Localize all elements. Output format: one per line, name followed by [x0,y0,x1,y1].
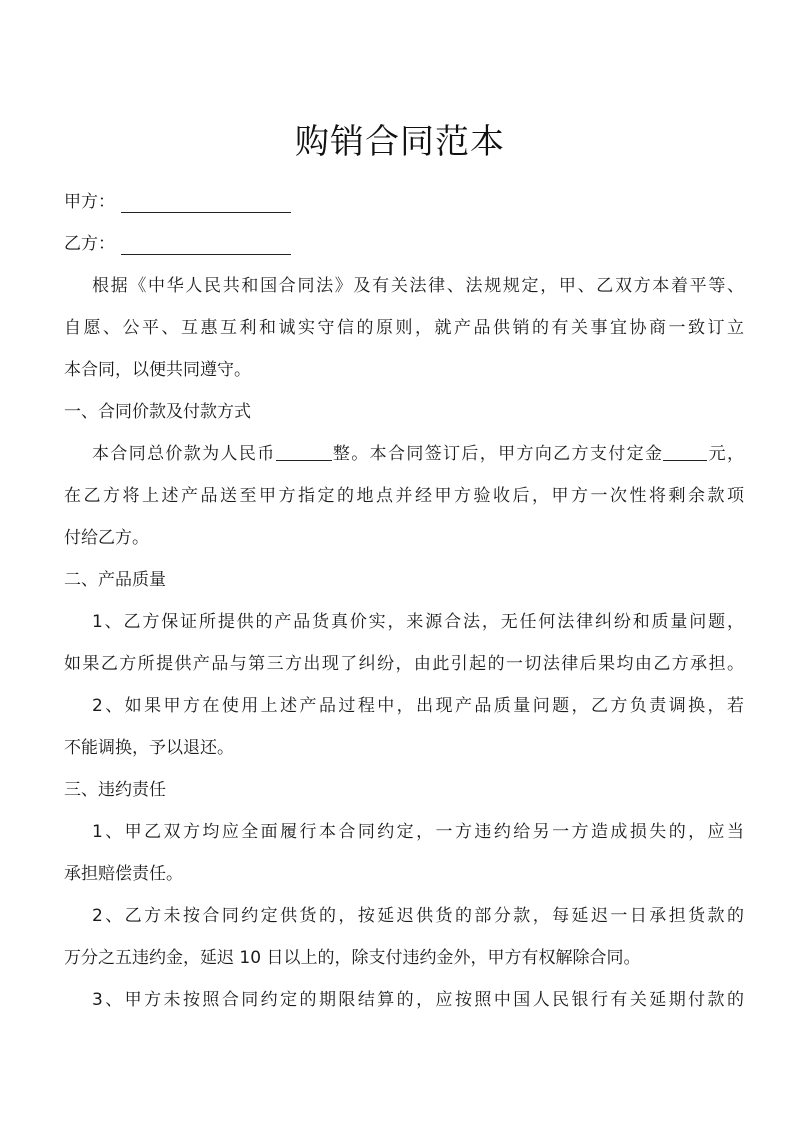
section-1-line-1-part-1: 本合同总价款为人民币 [92,444,276,464]
section-3-item-2-line-2: 万分之五违约金，延迟 10 日以上的，除支付违约金外，甲方有权解除合同。 [64,948,641,968]
section-1-line-1 [92,438,744,470]
preamble-line-1: 根据《中华人民共和国合同法》及有关法律、法规规定，甲、乙双方本着平等、 [92,276,744,296]
party-a-line [64,186,291,218]
document-title: 购销合同范本 [295,122,505,162]
party-b-line [64,228,291,260]
deposit-blank [663,442,707,461]
section-2-item-1-line-1: 1、乙方保证所提供的产品货真价实，来源合法，无任何法律纠纷和质量问题， [92,612,744,632]
section-3-heading: 三、违约责任 [64,780,166,800]
section-3-item-1-line-2: 承担赔偿责任。 [64,864,183,884]
section-2-item-2-line-2: 不能调换，予以退还。 [64,738,234,758]
preamble-line-2: 自愿、公平、互惠互利和诚实守信的原则，就产品供销的有关事宜协商一致订立 [64,318,744,338]
preamble-line-3: 本合同，以便共同遵守。 [64,360,251,380]
section-1-line-1-part-3: 元， [707,444,744,464]
section-1-line-3: 付给乙方。 [64,528,149,548]
party-b-blank [121,234,291,255]
section-2-item-1-line-2: 如果乙方所提供产品与第三方出现了纠纷，由此引起的一切法律后果均由乙方承担。 [64,654,744,674]
section-1-line-1-part-2: 整。本合同签订后，甲方向乙方支付定金 [331,444,664,464]
section-1-heading: 一、合同价款及付款方式 [64,402,251,422]
party-a-label: 甲方： [64,192,115,212]
section-3-item-1-line-1: 1、甲乙双方均应全面履行本合同约定，一方违约给另一方造成损失的，应当 [92,822,744,842]
party-b-label: 乙方： [64,234,115,254]
party-a-blank [121,192,291,213]
section-2-item-2-line-1: 2、如果甲方在使用上述产品过程中，出现产品质量问题，乙方负责调换，若 [92,696,744,716]
section-3-item-3-line-1: 3、甲方未按照合同约定的期限结算的，应按照中国人民银行有关延期付款的 [92,990,744,1010]
section-2-heading: 二、产品质量 [64,570,166,590]
section-3-item-2-line-1: 2、乙方未按合同约定供货的，按延迟供货的部分款，每延迟一日承担货款的 [92,906,744,926]
total-price-blank [276,442,332,461]
section-1-line-2: 在乙方将上述产品送至甲方指定的地点并经甲方验收后，甲方一次性将剩余款项 [64,486,744,506]
